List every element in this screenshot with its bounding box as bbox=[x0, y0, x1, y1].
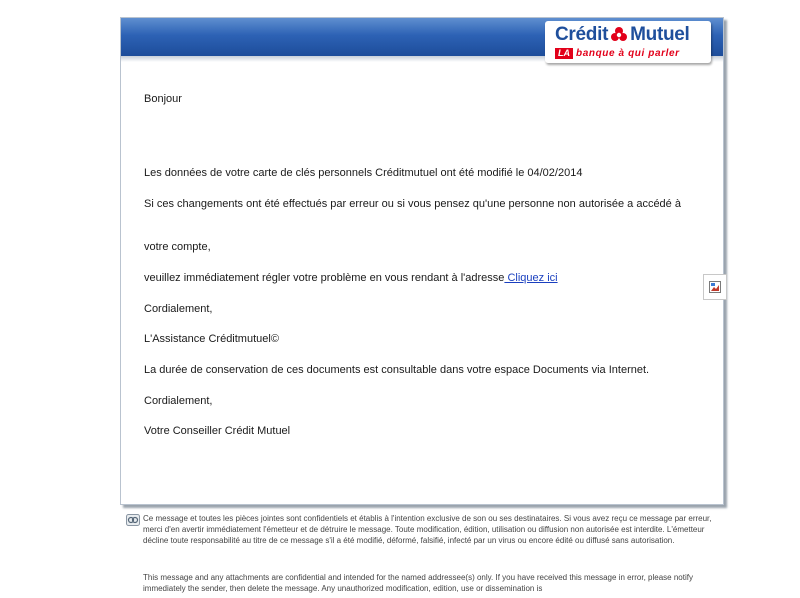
disclaimer-french: Ce message et toutes les pièces jointes sont confidentiels et établis à l'intention exclusive de son ou ses destinataires. Si vous avez reçu ce message par erreur, merci d'en avertir immédiatement l'émetteur et de détruire le message. Toute modification, édition, utilisation ou diffusion non autorisée est interdite. L'émetteur décline toute responsabilité au titre de ce message s'il a été modifié, déformé, falsifié, infecté par un virus ou encore édité ou diffusé sans autorisation. bbox=[143, 514, 712, 545]
email-card bbox=[120, 17, 724, 505]
logo-tagline-badge: LA bbox=[555, 48, 573, 59]
email-closing-2: Cordialement, bbox=[144, 395, 213, 407]
handshake-icon bbox=[126, 513, 140, 531]
email-greeting: Bonjour bbox=[144, 93, 182, 105]
broken-image-placeholder[interactable] bbox=[703, 274, 727, 300]
email-signature: L'Assistance Créditmutuel© bbox=[144, 333, 279, 345]
logo-brand-left: Crédit bbox=[555, 24, 609, 45]
disclaimer-english: This message and any attachments are confidential and intended for the named addressee(s) only. If you have received this message in error, please notify immediately the sender, then delete the message. Any unauthorized modification, edition, use or dissemination is bbox=[143, 573, 693, 593]
email-retention-notice: La durée de conservation de ces documents est consultable dans votre espace Documents via Internet. bbox=[144, 364, 650, 376]
logo-brand-name bbox=[555, 24, 690, 46]
email-line-action bbox=[144, 272, 558, 285]
email-line-account: votre compte, bbox=[144, 241, 211, 253]
credit-mutuel-logo-mark-icon bbox=[610, 26, 628, 44]
broken-image-icon bbox=[709, 281, 721, 293]
email-line-unauthorized: Si ces changements ont été effectués par erreur ou si vous pensez qu'une personne non autorisée a accédé à bbox=[144, 198, 681, 210]
logo-tagline-text: banque à qui parler bbox=[576, 47, 680, 59]
credit-mutuel-logo bbox=[545, 21, 711, 63]
email-action-prefix: veuillez immédiatement régler votre problème en vous rendant à l'adresse bbox=[144, 272, 505, 284]
email-line-card-modified: Les données de votre carte de clés personnels Créditmutuel ont été modifié le 04/02/2014 bbox=[144, 167, 583, 179]
logo-brand-right: Mutuel bbox=[630, 24, 690, 45]
email-advisor: Votre Conseiller Crédit Mutuel bbox=[144, 425, 291, 437]
email-closing-1: Cordialement, bbox=[144, 303, 213, 315]
phishing-link[interactable]: Cliquez ici bbox=[504, 272, 558, 284]
logo-tagline bbox=[555, 47, 680, 59]
